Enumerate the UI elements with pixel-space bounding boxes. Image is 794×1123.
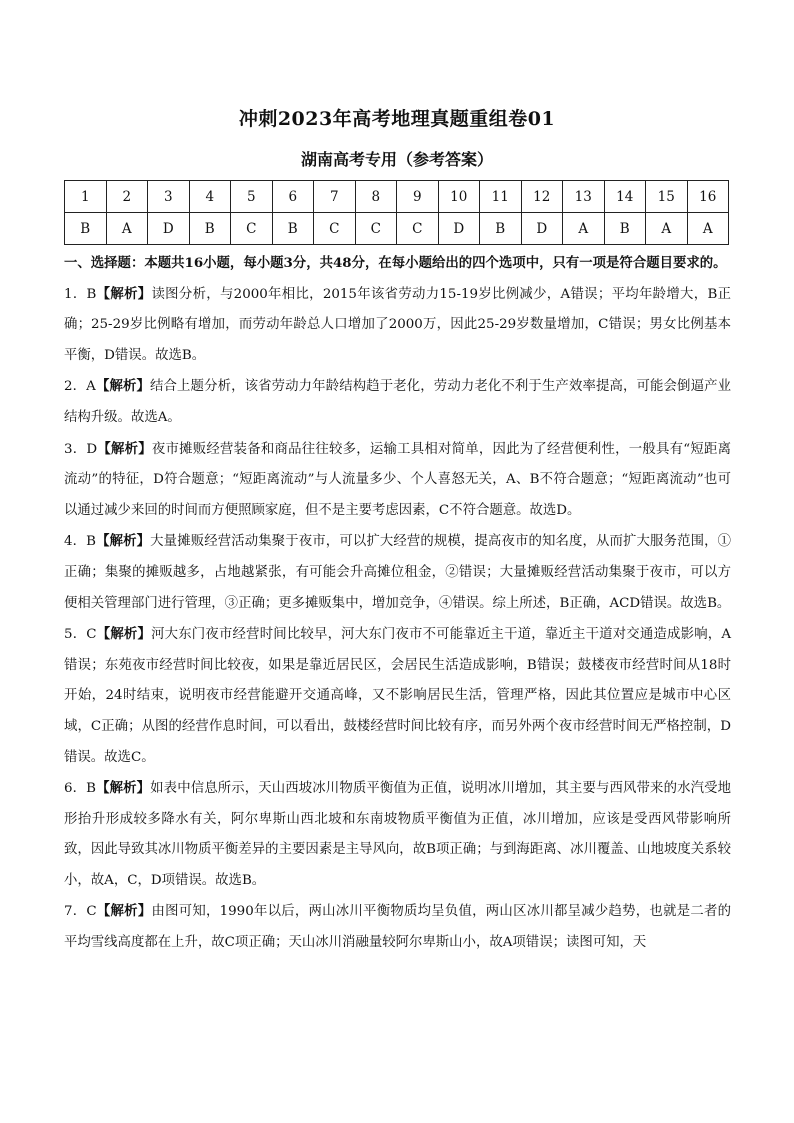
analysis-tag: 【解析】 <box>97 440 152 457</box>
answer-cell: B <box>65 213 107 245</box>
answer-cell: C <box>355 213 397 245</box>
question-number-cell: 7 <box>314 181 356 213</box>
question-number-cell: 14 <box>604 181 646 213</box>
answer-number-row <box>65 181 729 213</box>
question-number-cell: 1 <box>65 181 107 213</box>
answer-cell: C <box>231 213 273 245</box>
item-explanation-text: 结合上题分析，该省劳动力年龄结构趋于老化，劳动力老化不利于生产效率提高，可能会倒逼产业结构升级。故选A。 <box>64 379 731 425</box>
answer-cell: C <box>314 213 356 245</box>
explanation-item <box>64 896 731 958</box>
answer-cell: B <box>189 213 231 245</box>
item-explanation-text: 由图可知，1990年以后，两山冰川平衡物质均呈负值，两山区冰川都呈减少趋势，也就是二者的平均雪线高度都在上升，故C项正确；天山冰川消融量较阿尔卑斯山小，故A项错误；读图可知，天 <box>64 904 732 951</box>
answer-table <box>64 180 729 245</box>
item-number-answer: 7．C <box>64 904 97 920</box>
question-number-cell: 9 <box>397 181 439 213</box>
item-number-answer: 6．B <box>64 781 96 797</box>
answer-cell: B <box>272 213 314 245</box>
question-number-cell: 2 <box>106 181 148 213</box>
answer-cell: A <box>687 213 729 245</box>
explanation-item <box>64 371 731 433</box>
question-number-cell: 11 <box>480 181 522 213</box>
item-number-answer: 5．C <box>64 627 97 643</box>
answer-cell: D <box>521 213 563 245</box>
item-explanation-text: 如表中信息所示，天山西坡冰川物质平衡值为正值，说明冰川增加，其主要与西风带来的水汽受地形抬升形成较多降水有关，阿尔卑斯山西北坡和东南坡物质平衡值为正值，冰川增加，应该是受西风带影响所致，因此导致其冰川物质平衡差异的主要因素是主导风向，故B项正确；与到海距离、冰川覆盖、山地坡度关系较小，故A，C，D项错误。故选B。 <box>64 781 732 888</box>
analysis-tag: 【解析】 <box>96 533 151 550</box>
explanation-item <box>64 434 731 527</box>
answer-explanations <box>64 248 731 959</box>
question-number-cell: 16 <box>687 181 729 213</box>
analysis-tag: 【解析】 <box>96 626 152 643</box>
question-number-cell: 10 <box>438 181 480 213</box>
analysis-tag: 【解析】 <box>95 378 151 395</box>
analysis-tag: 【解析】 <box>96 285 152 302</box>
answer-cell: A <box>646 213 688 245</box>
item-number-answer: 4．B <box>64 534 96 550</box>
item-explanation-text: 读图分析，与2000年相比，2015年该省劳动力15-19岁比例减少，A错误；平均年龄增大，B正确；25-29岁比例略有增加，而劳动年龄总人口增加了2000万，因此25-29岁数量增加，C错误；男女比例基本平衡，D错误。故选B。 <box>64 286 731 363</box>
explanation-item <box>64 773 731 896</box>
answer-letter-row <box>65 213 729 245</box>
question-number-cell: 3 <box>148 181 190 213</box>
answer-cell: B <box>604 213 646 245</box>
item-number-answer: 2．A <box>64 379 96 395</box>
analysis-tag: 【解析】 <box>96 903 152 920</box>
item-number-answer: 3．D <box>64 441 98 457</box>
page-title: 冲刺2023年高考地理真题重组卷01 <box>238 108 556 130</box>
answer-cell: A <box>106 213 148 245</box>
explanation-list <box>64 279 731 959</box>
item-number-answer: 1．B <box>64 286 97 302</box>
analysis-tag: 【解析】 <box>96 780 151 797</box>
question-number-cell: 8 <box>355 181 397 213</box>
answer-cell: D <box>438 213 480 245</box>
item-explanation-text: 夜市摊贩经营装备和商品往往较多，运输工具相对简单，因此为了经营便利性，一般具有“短距离流动”的特征，D符合题意；“短距离流动”与人流量多少、个人喜怒无关，A、B不符合题意；“短距离流动”也可以通过减少来回的时间而方便照顾家庭，但不是主要考虑因素，C不符合题意。故选D。 <box>64 441 732 518</box>
section-heading: 一、选择题：本题共16小题，每小题3分，共48分，在每小题给出的四个选项中，只有一项是符合题目要求的。 <box>64 255 727 271</box>
answer-cell: D <box>148 213 190 245</box>
explanation-item <box>64 279 731 372</box>
question-number-cell: 4 <box>189 181 231 213</box>
question-number-cell: 5 <box>231 181 273 213</box>
question-number-cell: 15 <box>646 181 688 213</box>
question-number-cell: 12 <box>521 181 563 213</box>
page-subtitle: 湖南高考专用（参考答案） <box>300 150 493 169</box>
question-number-cell: 6 <box>272 181 314 213</box>
answer-cell: A <box>563 213 605 245</box>
answer-cell: B <box>480 213 522 245</box>
item-explanation-text: 河大东门夜市经营时间比较早，河大东门夜市不可能靠近主干道，靠近主干道对交通造成影响，A错误；东苑夜市经营时间比较夜，如果是靠近居民区，会居民生活造成影响，B错误；鼓楼夜市经营时间从18时开始，24时结束，说明夜市经营能避开交通高峰，又不影响居民生活，管理严格，因此其位置应是城市中心区域，C正确；从图的经营作息时间，可以看出，鼓楼经营时间比较有序，而另外两个夜市经营时间无严格控制，D错误。故选C。 <box>64 627 732 765</box>
item-explanation-text: 大量摊贩经营活动集聚于夜市，可以扩大经营的规模，提高夜市的知名度，从而扩大服务范围，①正确；集聚的摊贩越多，占地越紧张，有可能会升高摊位租金，②错误；大量摊贩经营活动集聚于夜市，可以方便相关管理部门进行管理，③正确；更多摊贩集中，增加竞争，④错误。综上所述，B正确，ACD错误。故选B。 <box>64 534 732 611</box>
explanation-item <box>64 619 731 773</box>
question-number-cell: 13 <box>563 181 605 213</box>
explanation-item <box>64 526 731 619</box>
answer-cell: C <box>397 213 439 245</box>
